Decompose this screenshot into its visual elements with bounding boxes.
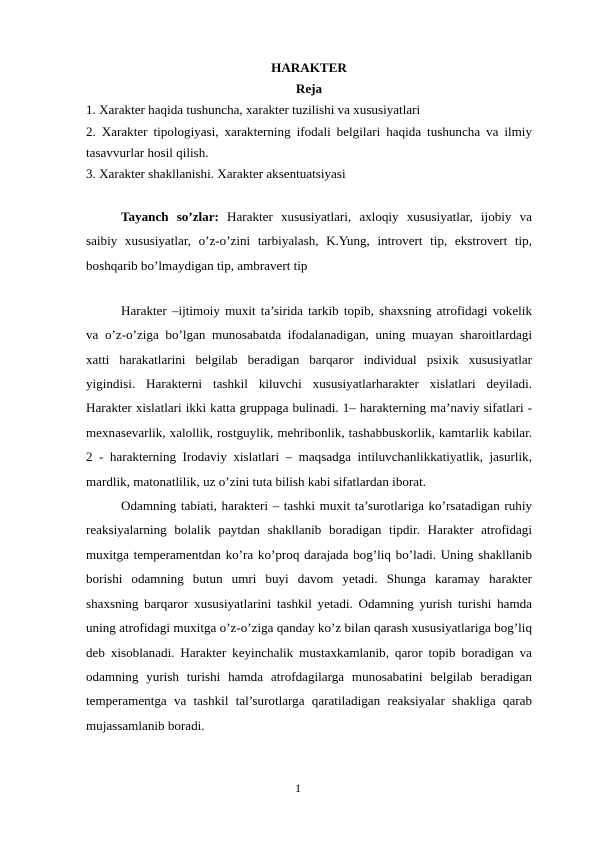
plan-list [86,99,532,184]
plan-heading: Reja [295,81,323,97]
spacer [86,278,532,299]
plan-item-1: 1. Xarakter haqida tushuncha, xarakter tuzilishi va xususiyatlari [86,102,421,118]
keywords-label: Tayanch so’zlar: [121,209,219,225]
keywords-paragraph [86,205,532,278]
body-paragraph-1: Harakter –ijtimoiy muxit ta’sirida tarkib topib, shaxsning atrofidagi vokelik va o’z-o’ziga bo’lgan munosabatda ifodalanadigan, uning muayan sharoitlardagi xatti harakatlarini belgilab beradigan barqaror individual psixik xususiyatlar yigindisi. Harakterni tashkil kiluvchi xususiyatlarharakter xislatlari deyiladi. Harakter xislatlari ikki katta gruppaga bulinadi. 1– harakterning ma’naviy sifatlari - mexnasevarlik, xalollik, rostguylik, mehribonlik, tashabbuskorlik, kamtarlik kabilar. 2 - harakterning Irodaviy xislatlari – maqsadga intiluvchanlikkatiyatlik, jasurlik, mardlik, matonatlilik, uz o’zini tuta bilish kabi sifatlardan iborat. [86,302,532,489]
page-number: 1 [295,781,301,795]
document-page [86,57,532,738]
keywords-text: Harakter xususiyatlari, axloqiy xususiyatlar, ijobiy va saibiy xususiyatlar, o’z-o’zini tarbiyalash, K.Yung, introvert tip, ekstrovert tip, boshqarib bo’lmaydigan tip, ambravert tip [86,209,532,273]
body-paragraph-2: Odamning tabiati, harakteri – tashki muxit ta’surotlariga ko’rsatadigan ruhiy reaksiyalarning bolalik paytdan shakllanib boradigan tipdir. Harakter atrofidagi muxitga temperamentdan ko’ra ko’proq darajada bog’liq bo’ladi. Uning shakllanib borishi odamning butun umri buyi davom yetadi. Shunga karamay harakter shaxsning barqaror xususiyatlarini tashkil yetadi. Odamning yurish turishi hamda uning atrofidagi muxitga o’z-o’ziga qanday ko’z bilan qarash xususiyatlariga bog’liq deb xisoblanadi. Harakter keyinchalik mustaxkamlanib, qaror topib boradigan va odamning yurish turishi hamda atrofdagilarga munosabatini belgilab beradigan temperamentga va tashkil tal’surotlarga qaratiladigan reaksiyalar shakliga qarab mujassamlanib boradi. [86,498,532,733]
plan-item-2: 2. Xarakter tipologiyasi, xarakterning ifodali belgilari haqida tushuncha va ilmiy tasavvurlar hosil qilish. [86,123,532,160]
spacer [86,184,532,205]
document-title: HARAKTER [271,60,347,75]
plan-item-3: 3. Xarakter shakllanishi. Xarakter aksentuatsiyasi [86,166,346,182]
